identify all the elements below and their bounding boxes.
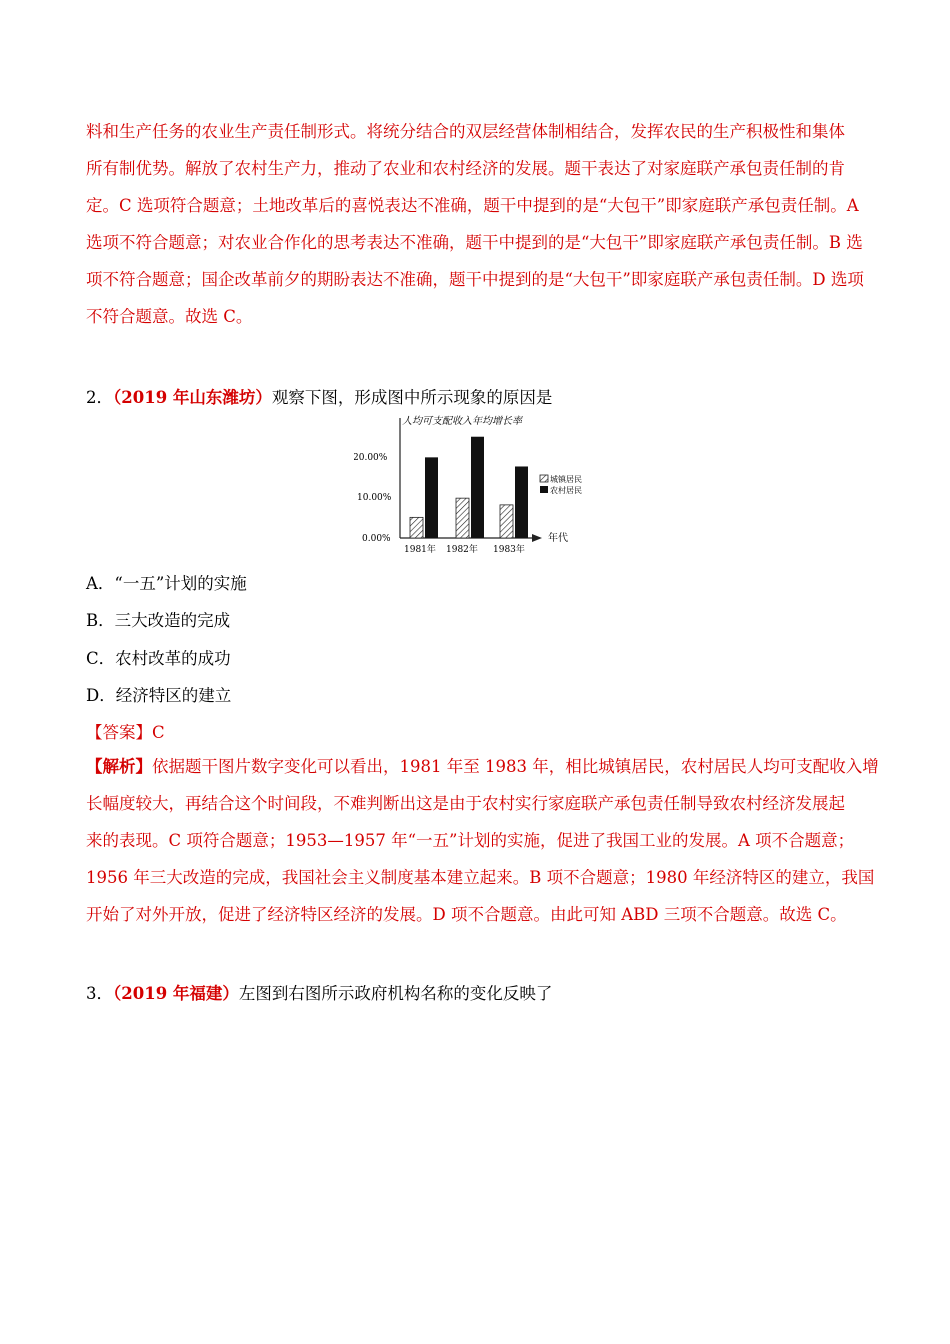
y-tick-label: 20.00%: [354, 453, 388, 463]
q1-analysis-line: 项不符合题意；国企改革前夕的期盼表达不准确，题干中提到的是“大包干”即家庭联产承包责任制。D 选项: [86, 270, 864, 289]
option-d[interactable]: D．经济特区的建立: [86, 686, 232, 705]
x-tick-label: 1981年: [404, 545, 436, 555]
legend-label-rural: 农村居民: [550, 486, 582, 495]
q1-analysis-line: 所有制优势。解放了农村生产力，推动了农业和农村经济的发展。题干表达了对家庭联产承包责任制的肯: [86, 159, 845, 178]
q3-question: 左图到右图所示政府机构名称的变化反映了: [238, 984, 553, 1003]
q2-analysis-line: 【解析】依据题干图片数字变化可以看出，1981 年至 1983 年，相比城镇居民，农村居民人均可支配收入增: [86, 757, 879, 776]
answer-value: C: [152, 723, 165, 742]
q2-analysis-line: 开始了对外开放，促进了经济特区经济的发展。D 项不合题意。由此可知 ABD 三项不合题意。故选 C。: [86, 905, 847, 924]
bar-urban-1: [456, 498, 469, 538]
bar-urban-0: [410, 517, 423, 538]
x-axis-arrow-icon: [532, 534, 542, 542]
legend-label-urban: 城镇居民: [550, 475, 582, 484]
q1-analysis-line: 选项不符合题意；对农业合作化的思考表达不准确，题干中提到的是“大包干”即家庭联产承包责任制。B 选: [86, 233, 863, 252]
q1-analysis-line: 不符合题意。故选 C。: [86, 307, 253, 326]
q2-analysis-line: 长幅度较大，再结合这个时间段，不难判断出这是由于农村实行家庭联产承包责任制导致农村经济发展起: [86, 794, 845, 813]
option-a[interactable]: A．“一五”计划的实施: [86, 574, 247, 593]
q2-chart: [354, 412, 604, 562]
q1-analysis: [86, 113, 866, 335]
answer-tag: 【答案】: [86, 723, 152, 742]
legend-swatch-urban: [540, 475, 548, 482]
x-tick-label: 1982年: [446, 545, 478, 555]
option-b[interactable]: B．三大改造的完成: [86, 611, 231, 630]
bar-urban-2: [500, 505, 513, 538]
bar-rural-1: [471, 437, 484, 538]
chart-title: 人均可支配收入年均增长率: [402, 416, 522, 427]
q3-source: （2019 年福建）: [113, 984, 239, 1003]
x-tick-label: 1983年: [493, 545, 525, 555]
y-tick-label: 0.00%: [362, 534, 391, 544]
y-tick-label: 10.00%: [357, 493, 392, 503]
option-c[interactable]: C．农村改革的成功: [86, 649, 231, 668]
bar-rural-0: [425, 457, 438, 538]
q2-answer: [86, 719, 165, 743]
q2-number: 2．: [86, 388, 113, 407]
q2-question: 观察下图，形成图中所示现象的原因是: [271, 388, 553, 407]
bar-rural-2: [515, 466, 528, 538]
q1-analysis-line: 料和生产任务的农业生产责任制形式。将统分结合的双层经营体制相结合，发挥农民的生产积极性和集体: [86, 122, 845, 141]
q2-analysis-line: 1956 年三大改造的完成，我国社会主义制度基本建立起来。B 项不合题意；1980 年经济特区的建立，我国: [86, 868, 875, 887]
chart-bars: [410, 437, 528, 538]
legend-swatch-rural: [540, 486, 548, 493]
bar-chart: [354, 412, 604, 562]
q3-stem: [86, 980, 552, 1004]
q2-analysis-line: 来的表现。C 项符合题意；1953—1957 年“一五”计划的实施，促进了我国工业的发展。A 项不合题意；: [86, 831, 855, 850]
q3-number: 3．: [86, 984, 113, 1003]
q1-analysis-line: 定。C 选项符合题意；土地改革后的喜悦表达不准确，题干中提到的是“大包干”即家庭联产承包责任制。A: [86, 196, 859, 215]
x-axis-label: 年代: [548, 533, 568, 544]
q2-analysis: [86, 748, 879, 933]
q2-stem: [86, 384, 552, 408]
q2-source: （2019 年山东潍坊）: [113, 388, 272, 407]
analysis-tag: 【解析】: [86, 757, 152, 776]
